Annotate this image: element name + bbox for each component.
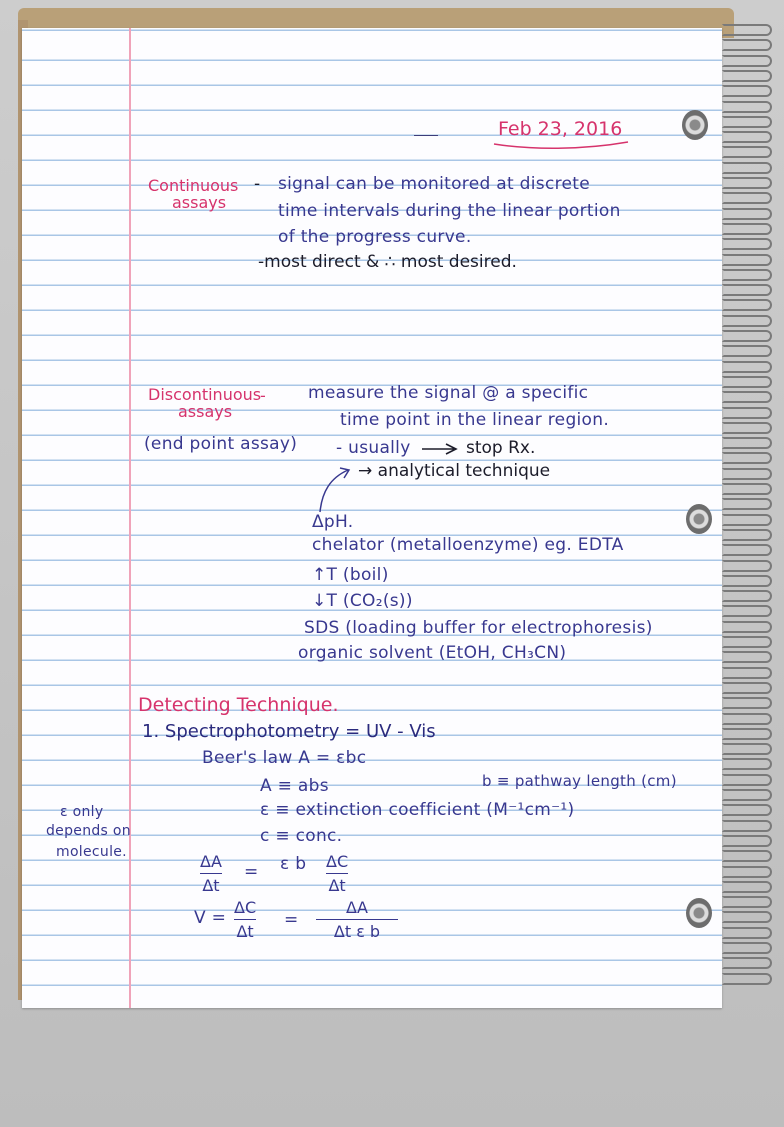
- spiral-coil: [722, 223, 772, 235]
- fraction-bar: [316, 919, 398, 920]
- header-mark: [414, 135, 438, 136]
- discontinuous-line-3-prefix: - usually: [336, 438, 411, 458]
- spiral-coil: [722, 621, 772, 633]
- spiral-coil: [722, 70, 772, 82]
- spiral-coil: [722, 177, 772, 189]
- spiral-coil: [722, 452, 772, 464]
- spiral-coil: [722, 376, 772, 388]
- punch-hole-top: [682, 110, 708, 140]
- discontinuous-line-3-suffix: stop Rx.: [466, 438, 536, 458]
- punch-hole-bottom: [686, 898, 712, 928]
- spiral-coil: [722, 498, 772, 510]
- stop-method-1: ΔpH.: [312, 512, 354, 532]
- eq1-lhs-num: ΔA: [200, 852, 222, 871]
- end-point-assay-label: (end point assay): [144, 434, 298, 454]
- spiral-coil: [722, 437, 772, 449]
- spiral-coil: [722, 39, 772, 51]
- discontinuous-line-1: measure the signal @ a specific: [308, 383, 589, 403]
- spiral-coil: [722, 101, 772, 113]
- spiral-coil: [722, 116, 772, 128]
- spiral-coil: [722, 361, 772, 373]
- spiral-coil: [722, 330, 772, 342]
- spiral-coil: [722, 682, 772, 694]
- continuous-dash: -: [254, 174, 261, 194]
- discontinuous-dash: -: [260, 386, 266, 405]
- spiral-coil: [722, 146, 772, 158]
- spiral-coil: [722, 560, 772, 572]
- detecting-title: Detecting Technique.: [138, 694, 339, 716]
- spiral-coil: [722, 835, 772, 847]
- curved-arrow-icon: [314, 466, 354, 516]
- spiral-coil: [722, 269, 772, 281]
- spiral-coil: [722, 208, 772, 220]
- spiral-coil: [722, 284, 772, 296]
- eq1-rhs-num: ΔC: [326, 852, 349, 871]
- side-note-2: depends on: [46, 823, 131, 839]
- spiral-coil: [722, 651, 772, 663]
- spiral-coil: [722, 911, 772, 923]
- eq2-den: Δt: [236, 922, 254, 941]
- eq1-rhs-den: Δt: [328, 876, 346, 895]
- spiral-coil: [722, 605, 772, 617]
- eq2-rhs-num: ΔA: [346, 898, 368, 917]
- discontinuous-line-2: time point in the linear region.: [340, 410, 610, 430]
- spiral-coil: [722, 896, 772, 908]
- spiral-coil: [722, 85, 772, 97]
- spiral-coil: [722, 850, 772, 862]
- spiral-coil: [722, 391, 772, 403]
- spiral-coil: [722, 131, 772, 143]
- spiral-coil: [722, 590, 772, 602]
- spiral-coil: [722, 299, 772, 311]
- spiral-coil: [722, 881, 772, 893]
- spiral-coil: [722, 315, 772, 327]
- spiral-coil: [722, 422, 772, 434]
- stop-method-5: SDS (loading buffer for electrophoresis): [304, 618, 653, 638]
- spiral-coil: [722, 468, 772, 480]
- spiral-coil: [722, 789, 772, 801]
- eq2-rhs: [316, 898, 398, 941]
- spiral-coil: [722, 927, 772, 939]
- stop-method-2: chelator (metalloenzyme) eg. EDTA: [312, 535, 624, 555]
- discontinuous-label-2: assays: [178, 402, 233, 421]
- spiral-coil: [722, 407, 772, 419]
- eq1-rhs: [326, 852, 348, 895]
- date-underline: [492, 138, 632, 152]
- spiral-binding: [722, 24, 778, 1004]
- spiral-coil: [722, 483, 772, 495]
- fraction-bar: [326, 873, 348, 874]
- discontinuous-line-4: → analytical technique: [358, 461, 551, 481]
- eq1-lhs-den: Δt: [202, 876, 220, 895]
- side-note-3: molecule.: [56, 844, 127, 860]
- spiral-coil: [722, 544, 772, 556]
- def-a: A ≡ abs: [260, 776, 329, 796]
- def-b: b ≡ pathway length (cm): [482, 772, 677, 790]
- right-arrow-icon: [420, 442, 460, 456]
- eq1-equals: =: [244, 862, 259, 882]
- eq2-v: V =: [194, 908, 227, 928]
- beers-law: Beer's law A = εbc: [202, 748, 367, 768]
- continuous-line-3: of the progress curve.: [278, 227, 472, 247]
- spiral-coil: [722, 529, 772, 541]
- continuous-line-1: signal can be monitored at discrete: [278, 174, 590, 194]
- spiral-coil: [722, 942, 772, 954]
- spiral-coil: [722, 713, 772, 725]
- continuous-label-2: assays: [172, 193, 227, 212]
- date-heading: Feb 23, 2016: [498, 118, 623, 140]
- continuous-label: Continuous: [148, 176, 239, 195]
- continuous-line-4: -most direct & ∴ most desired.: [258, 252, 517, 272]
- spiral-coil: [722, 238, 772, 250]
- spiral-coil: [722, 575, 772, 587]
- eq2-middle: [234, 898, 256, 941]
- eq2-num: ΔC: [234, 898, 257, 917]
- spiral-coil: [722, 758, 772, 770]
- stop-method-3: ↑T (boil): [312, 565, 389, 585]
- spiral-coil: [722, 866, 772, 878]
- spiral-coil: [722, 697, 772, 709]
- spiral-coil: [722, 973, 772, 985]
- stop-method-4: ↓T (CO₂(s)): [312, 591, 413, 611]
- def-epsilon: ε ≡ extinction coefficient (M⁻¹cm⁻¹): [260, 800, 575, 820]
- spiral-coil: [722, 728, 772, 740]
- spiral-coil: [722, 774, 772, 786]
- spiral-coil: [722, 804, 772, 816]
- stop-method-6: organic solvent (EtOH, CH₃CN): [298, 643, 567, 663]
- spiral-coil: [722, 254, 772, 266]
- def-c: c ≡ conc.: [260, 826, 343, 846]
- punch-hole-middle: [686, 504, 712, 534]
- discontinuous-label: Discontinuous: [148, 385, 262, 404]
- side-note-1: ε only: [60, 804, 104, 820]
- spiral-coil: [722, 667, 772, 679]
- eq1-epsilon-b: ε b: [280, 854, 307, 874]
- fraction-bar: [234, 919, 256, 920]
- spiral-coil: [722, 345, 772, 357]
- spiral-coil: [722, 162, 772, 174]
- eq2-equals: =: [284, 910, 299, 930]
- spiral-coil: [722, 957, 772, 969]
- notebook-page: [22, 28, 722, 1008]
- spiral-coil: [722, 55, 772, 67]
- spiral-coil: [722, 636, 772, 648]
- continuous-line-2: time intervals during the linear portion: [278, 201, 621, 221]
- spiral-coil: [722, 743, 772, 755]
- spiral-coil: [722, 192, 772, 204]
- spiral-coil: [722, 514, 772, 526]
- spiral-coil: [722, 24, 772, 36]
- eq1-lhs: [200, 852, 222, 895]
- spectrophotometry-line: 1. Spectrophotometry = UV - Vis: [142, 721, 436, 742]
- eq2-rhs-den: Δt ε b: [333, 922, 381, 941]
- spiral-coil: [722, 820, 772, 832]
- fraction-bar: [200, 873, 222, 874]
